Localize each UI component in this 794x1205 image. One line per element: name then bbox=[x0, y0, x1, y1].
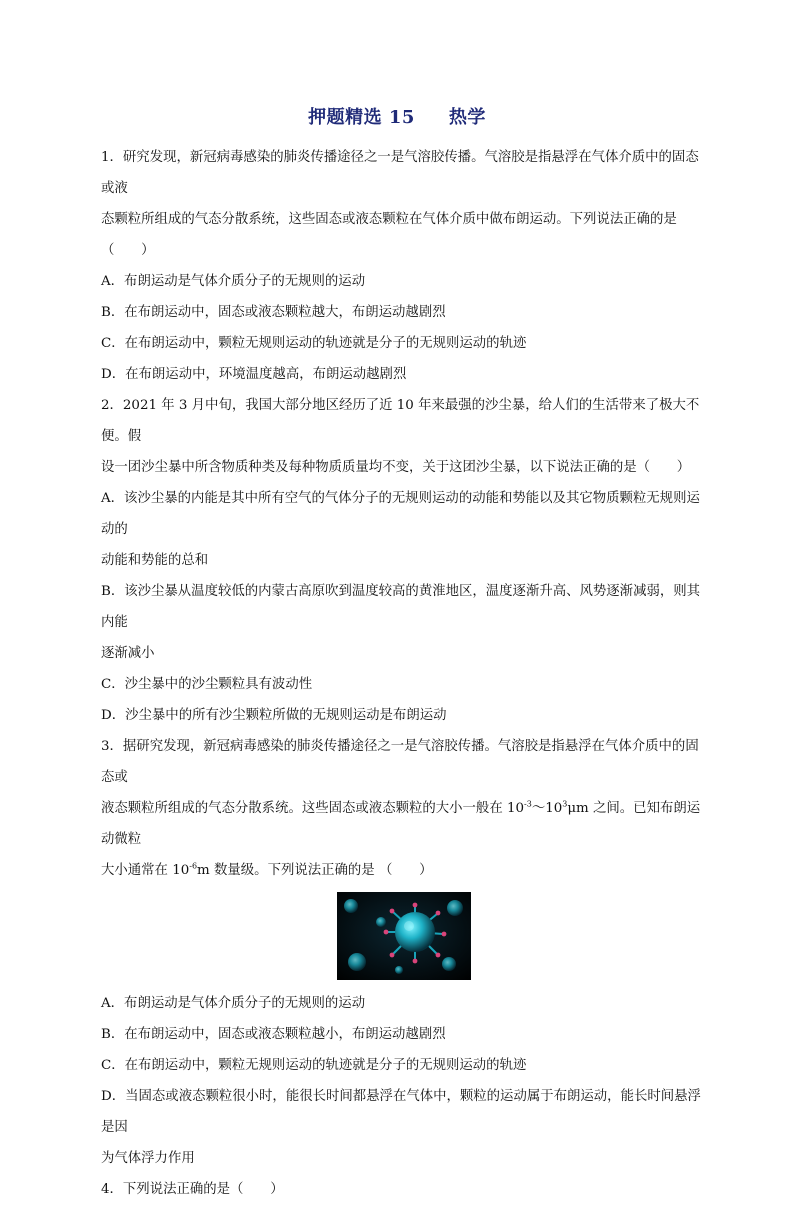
q2-option-b-line2: 逐渐减小 bbox=[101, 646, 155, 661]
q2-option-a-line1: A．该沙尘暴的内能是其中所有空气的气体分子的无规则运动的动能和势能以及其它物质颗粒无规则运动的 bbox=[101, 491, 700, 537]
q1-option-d: D．在布朗运动中，环境温度越高，布朗运动越剧烈 bbox=[101, 367, 407, 382]
q1-stem-line2: 态颗粒所组成的气态分散系统，这些固态或液态颗粒在气体介质中做布朗运动。下列说法正确的是（ ） bbox=[101, 212, 677, 258]
q3-stem-line2-b: ～10 bbox=[531, 801, 563, 816]
q2-option-d: D．沙尘暴中的所有沙尘颗粒所做的无规则运动是布朗运动 bbox=[101, 708, 447, 723]
q2-stem-line2: 设一团沙尘暴中所含物质种类及每种物质质量均不变，关于这团沙尘暴，以下说法正确的是（ ） bbox=[101, 460, 691, 475]
q4-stem: 4．下列说法正确的是（ ） bbox=[101, 1182, 284, 1197]
q3-stem-line2-c: μm 之间。已知布朗运动微粒 bbox=[101, 801, 701, 847]
q2-option-a-line2: 动能和势能的总和 bbox=[101, 553, 209, 568]
q2-stem-line1: 2．2021 年 3 月中旬，我国大部分地区经历了近 10 年来最强的沙尘暴，给人们的生活带来了极大不便。假 bbox=[101, 398, 700, 444]
q3-option-d-line2: 为气体浮力作用 bbox=[101, 1151, 195, 1166]
page-title bbox=[0, 103, 794, 129]
q3-stem-line3-a: 大小通常在 10 bbox=[101, 863, 190, 878]
q3-exp-3: -6 bbox=[189, 861, 198, 871]
q2-option-b-line1: B．该沙尘暴从温度较低的内蒙古高原吹到温度较高的黄淮地区，温度逐渐升高、风势逐渐减弱，则其内能 bbox=[101, 584, 701, 630]
q2-option-c: C．沙尘暴中的沙尘颗粒具有波动性 bbox=[101, 677, 313, 692]
q3-option-c: C．在布朗运动中，颗粒无规则运动的轨迹就是分子的无规则运动的轨迹 bbox=[101, 1058, 527, 1073]
q3-stem-line2 bbox=[101, 793, 706, 855]
q1-option-b: B．在布朗运动中，固态或液态颗粒越大，布朗运动越剧烈 bbox=[101, 305, 446, 320]
q1-option-a: A．布朗运动是气体介质分子的无规则的运动 bbox=[101, 274, 366, 289]
title-main: 押题精选 15 bbox=[308, 107, 415, 128]
q3-option-d-line1: D．当固态或液态颗粒很小时，能很长时间都悬浮在气体中，颗粒的运动属于布朗运动，能长时间悬浮是因 bbox=[101, 1089, 701, 1135]
title-topic: 热学 bbox=[448, 107, 486, 128]
q1-option-c: C．在布朗运动中，颗粒无规则运动的轨迹就是分子的无规则运动的轨迹 bbox=[101, 336, 527, 351]
q3-exp-2: 3 bbox=[562, 799, 568, 809]
question-list bbox=[101, 142, 706, 1205]
q3-exp-1: -3 bbox=[524, 799, 532, 809]
q3-stem-line3-b: m 数量级。下列说法正确的是 （ ） bbox=[197, 863, 433, 878]
q3-option-b: B．在布朗运动中，固态或液态颗粒越小，布朗运动越剧烈 bbox=[101, 1027, 446, 1042]
q1-stem-line1: 1．研究发现，新冠病毒感染的肺炎传播途径之一是气溶胶传播。气溶胶是指悬浮在气体介质中的固态或液 bbox=[101, 150, 699, 196]
q3-figure bbox=[101, 890, 706, 982]
q3-option-a: A．布朗运动是气体介质分子的无规则的运动 bbox=[101, 996, 366, 1011]
q3-stem-line1: 3．据研究发现，新冠病毒感染的肺炎传播途径之一是气溶胶传播。气溶胶是指悬浮在气体介质中的固态或 bbox=[101, 739, 699, 785]
q3-stem-line2-a: 液态颗粒所组成的气态分散系统。这些固态或液态颗粒的大小一般在 10 bbox=[101, 801, 525, 816]
virus-illustration bbox=[337, 892, 471, 980]
q3-stem-line3 bbox=[101, 855, 706, 886]
